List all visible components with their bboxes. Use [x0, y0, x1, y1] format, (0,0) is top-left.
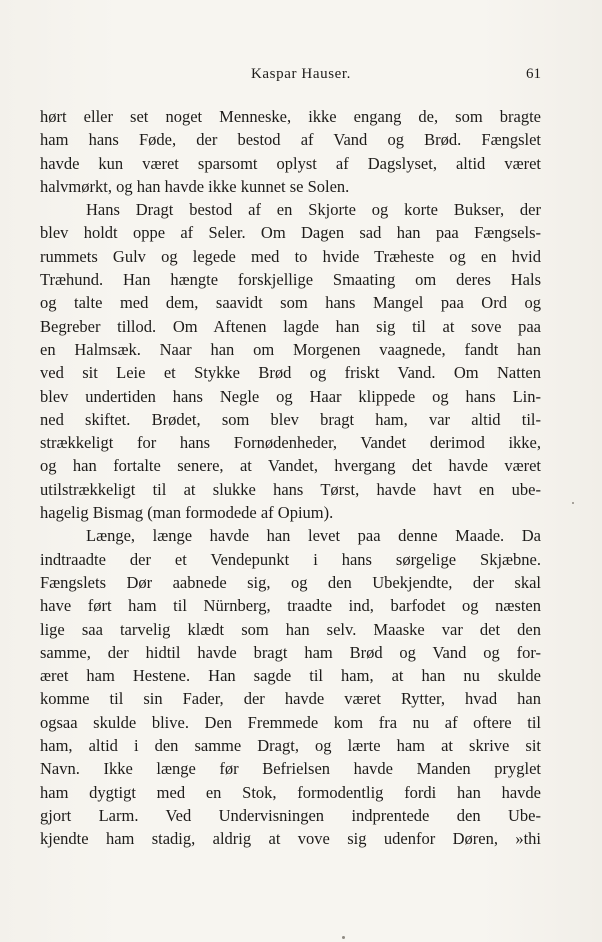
text-line: Begreber tillod. Om Aftenen lagde han sig til at sove paa — [40, 316, 541, 336]
text-line: gjort Larm. Ved Undervisningen indprentede den Ube- — [40, 805, 541, 825]
paragraph-3 — [40, 524, 541, 850]
text-line: samme, der hidtil havde bragt ham Brød og Vand og for- — [40, 642, 541, 662]
running-header — [0, 64, 602, 84]
text-line: Længe, længe havde han levet paa denne Maade. Da — [86, 526, 541, 546]
text-line: Navn. Ikke længe før Befrielsen havde Manden pryglet — [40, 759, 541, 779]
paragraph-1 — [40, 105, 541, 198]
text-line: ned skiftet. Brødet, som blev bragt ham, var altid til- — [40, 409, 541, 429]
text-line: Fængslets Dør aabnede sig, og den Ubekjendte, der skal — [40, 572, 541, 592]
text-line: blev undertiden hans Negle og Haar klippede og hans Lin- — [40, 386, 541, 406]
text-line: kjendte ham stadig, aldrig at vove sig udenfor Døren, »thi — [40, 829, 541, 849]
text-line: utilstrækkeligt til at slukke hans Tørst, havde havt en ube- — [40, 479, 541, 499]
text-line: ham, altid i den samme Dragt, og lærte ham at skrive sit — [40, 736, 541, 756]
text-line: ogsaa skulde blive. Den Fremmede kom fra nu af oftere til — [40, 712, 541, 732]
text-line: Hans Dragt bestod af en Skjorte og korte Bukser, der — [86, 200, 541, 220]
text-line: æret ham Hestene. Han sagde til ham, at han nu skulde — [40, 666, 541, 686]
text-line: ham hans Føde, der bestod af Vand og Brød. Fængslet — [40, 130, 541, 150]
text-line: hørt eller set noget Menneske, ikke engang de, som bragte — [40, 107, 541, 126]
text-line: rummets Gulv og legede med to hvide Træheste og en hvid — [40, 246, 541, 266]
text-line: og han fortalte senere, at Vandet, hvergang det havde været — [40, 456, 541, 476]
text-line: strækkeligt for hans Fornødenheder, Vandet derimod ikke, — [40, 433, 541, 453]
text-line: ham dygtigt med en Stok, formodentlig fordi han havde — [40, 782, 541, 802]
text-line: hagelig Bismag (man formodede af Opium). — [40, 503, 334, 523]
text-line: blev holdt oppe af Seler. Om Dagen sad han paa Fængsels- — [40, 223, 541, 243]
paper-speck — [572, 502, 574, 504]
text-line: have ført ham til Nürnberg, traadte ind, barfodet og næsten — [40, 596, 541, 616]
text-line: og talte med dem, saavidt som hans Mangel paa Ord og — [40, 293, 541, 313]
text-line: en Halmsæk. Naar han om Morgenen vaagnede, fandt han — [40, 339, 541, 359]
text-line: havde kun været sparsomt oplyst af Dagslyset, altid været — [40, 153, 541, 173]
text-line: indtraadte der et Vendepunkt i hans sørgelige Skjæbne. — [40, 549, 541, 569]
text-line: halvmørkt, og han havde ikke kunnet se Solen. — [40, 176, 350, 196]
body-text — [40, 105, 541, 851]
running-title: Kaspar Hauser. — [250, 66, 352, 82]
text-line: komme til sin Fader, der havde været Rytter, hvad han — [40, 689, 541, 709]
paragraph-2 — [40, 198, 541, 524]
text-line: lige saa tarvelig klædt som han selv. Maaske var det den — [40, 619, 541, 639]
text-line: ved sit Leie et Stykke Brød og friskt Vand. Om Natten — [40, 363, 541, 383]
paper-speck — [342, 936, 345, 939]
text-line: Træhund. Han hængte forskjellige Smaating om deres Hals — [40, 270, 541, 290]
page-number: 61 — [526, 66, 541, 82]
